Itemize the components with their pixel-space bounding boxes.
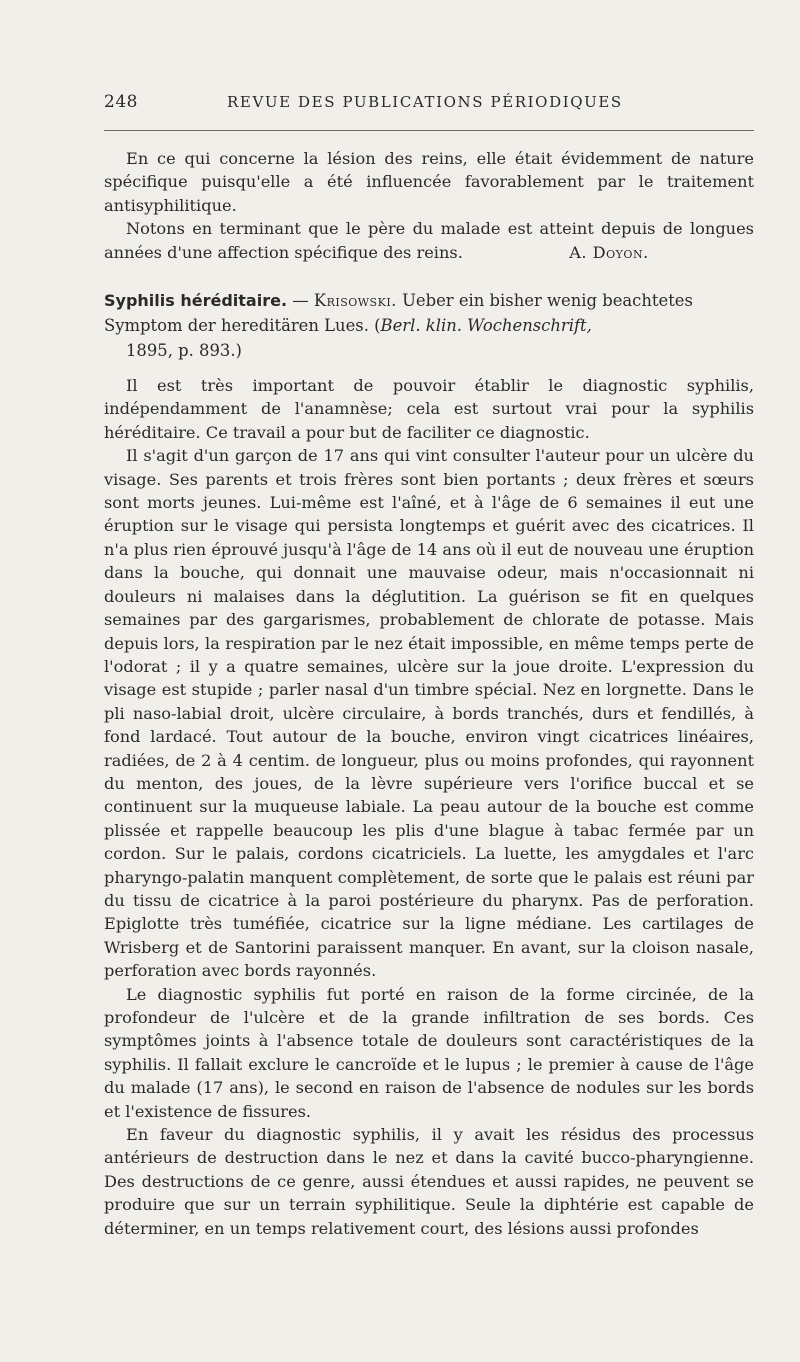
header-rule bbox=[104, 130, 754, 131]
article-dash: — bbox=[287, 291, 314, 311]
running-head: REVUE DES PUBLICATIONS PÉRIODIQUES bbox=[227, 93, 623, 111]
paragraph-2: Il s'agit d'un garçon de 17 ans qui vint consulter l'auteur pour un ulcère du visage. Ses parents et trois frères sont bien portants ; deux frères et sœurs sont morts jeunes. Lui-même est l'aîné, et à l'âge de 6 semaines il eut une éruption sur le visage qui persista longtemps et guérit avec des cicatrices. Il n'a plus rien éprouvé jusqu'à l'âge de 14 ans où il eut de nouveau une éruption dans la bouche, qui donnait une mauvaise odeur, mais n'occasionnait ni douleurs ni malaises dans la déglutition. La guérison se fit en quelques semaines par des gargarismes, probablement de chlorate de potasse. Mais depuis lors, la respiration par le nez était impossible, en même temps perte de l'odorat ; il y a quatre semaines, ulcère sur la joue droite. L'expression du visage est stupide ; parler nasal d'un timbre spécial. Nez en lorgnette. Dans le pli naso-labial droit, ulcère circulaire, à bords tranchés, durs et fendillés, à fond lardacé. Tout autour de la bouche, environ vingt cicatrices linéaires, radiées, de 2 à 4 centim. de longueur, plus ou moins profondes, qui rayonnent du menton, des joues, de la lèvre supérieure vers l'orifice buccal et se continuent sur la muqueuse labiale. La peau autour de la bouche est comme plissée et rappelle beaucoup les plis d'une blague à tabac fermée par un cordon. Sur le palais, cordons cicatriciels. La luette, les amygdales et l'arc pharyngo-palatin manquent complètement, de sorte que le palais est réuni par du tissu de cicatrice à la paroi postérieure du pharynx. Pas de perforation. Epiglotte très tuméfiée, cicatrice sur la ligne médiane. Les cartilages de Wrisberg et de Santorini paraissent manquer. En avant, sur la cloison nasale, perforation avec bords rayonnés. bbox=[104, 446, 754, 981]
intro-paragraph-2-text: Notons en terminant que le père du malade est atteint depuis de longues années d'une affection spécifique des reins. bbox=[104, 219, 754, 262]
paragraph-4: En faveur du diagnostic syphilis, il y avait les résidus des processus antérieurs de destruction dans le nez et dans la cavité bucco-pharyngienne. Des destructions de ce genre, aussi étendues et aussi rapides, ne peuvent se produire que sur un terrain syphilitique. Seule la diphtérie est capable de déterminer, en un temps relativement court, des lésions aussi profondes bbox=[104, 1125, 754, 1238]
body-text bbox=[104, 147, 754, 1240]
article-journal: Berl. klin. Wochenschrift, bbox=[380, 316, 592, 336]
intro-paragraph-1: En ce qui concerne la lésion des reins, elle était évidemment de nature spécifique puisqu'elle a été influencée favorablement par le traitement antisyphilitique. bbox=[104, 149, 754, 215]
paragraph-1: Il est très important de pouvoir établir le diagnostic syphilis, indépendamment de l'anamnèse; cela est surtout vrai pour la syphilis héréditaire. Ce travail a pour but de faciliter ce diagnostic. bbox=[104, 376, 754, 442]
page-number: 248 bbox=[104, 92, 138, 112]
article-reference: 1895, p. 893.) bbox=[126, 341, 242, 361]
article-author: Krisowski. bbox=[313, 291, 397, 311]
intro-paragraph-2 bbox=[104, 217, 754, 264]
article-heading bbox=[104, 288, 754, 363]
paragraph-3: Le diagnostic syphilis fut porté en raison de la forme circinée, de la profondeur de l'ulcère et de la grande infiltration de ses bords. Ces symptômes joints à l'absence totale de douleurs sont caractéristiques de la syphilis. Il fallait exclure le cancroïde et le lupus ; le premier à cause de l'âge du malade (17 ans), le second en raison de l'absence de nodules sur les bords et l'existence de fissures. bbox=[104, 984, 754, 1121]
page-header bbox=[104, 92, 754, 116]
article-title: Syphilis héréditaire. bbox=[104, 291, 288, 311]
review-signature: A. Doyon. bbox=[569, 242, 649, 262]
article-german-title: Ueber ein bisher wenig beachtetes Symptom der hereditären Lues. ( bbox=[104, 291, 693, 336]
